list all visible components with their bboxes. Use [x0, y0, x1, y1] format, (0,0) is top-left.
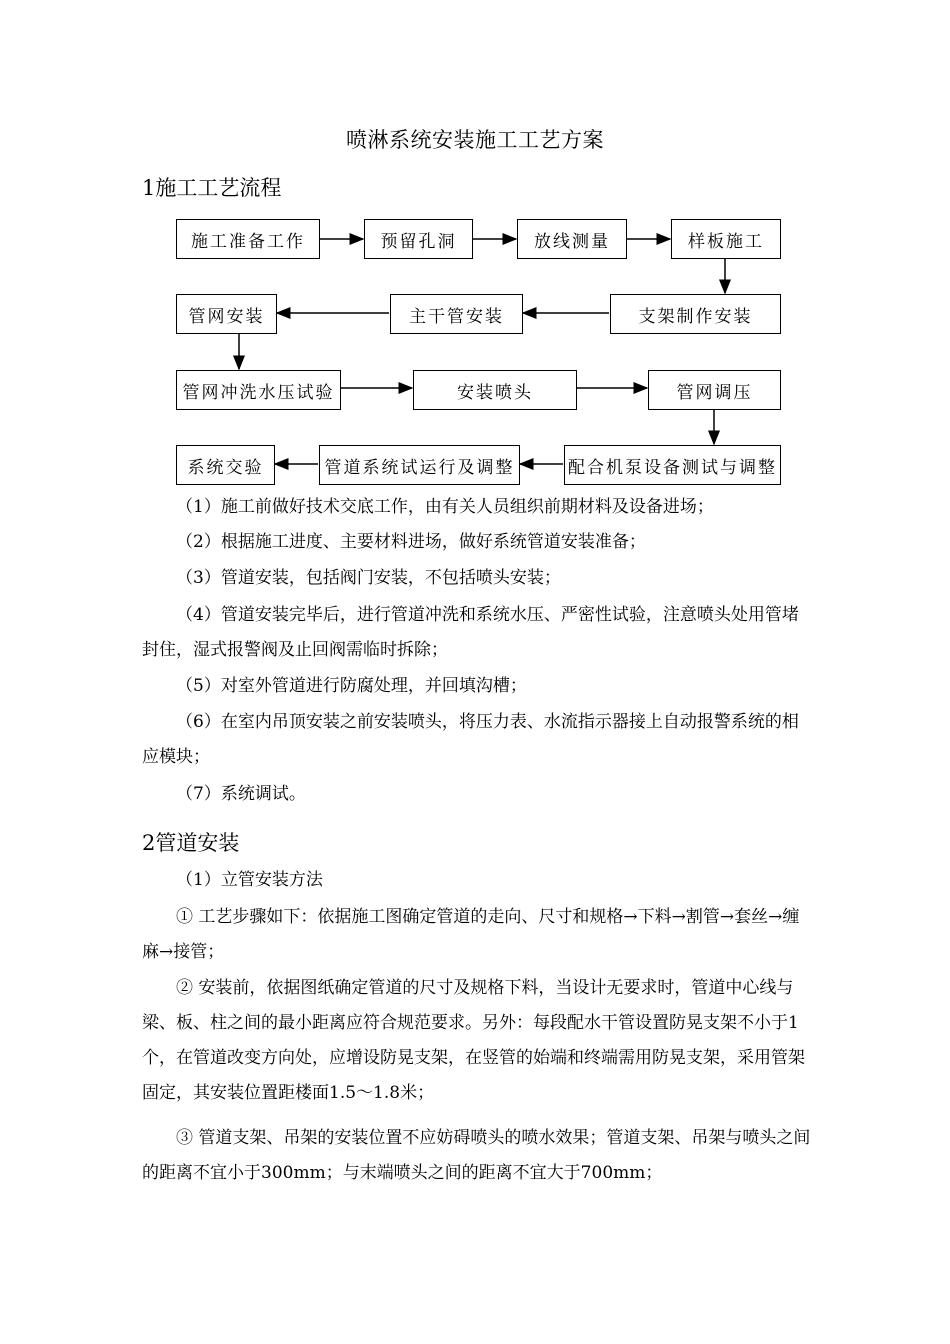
- section-1-item-1: （1）施工前做好技术交底工作，由有关人员组织前期材料及设备进场；: [176, 497, 714, 517]
- flow-step-pressure-adjust: 管网调压: [648, 370, 781, 410]
- flow-step-install-heads: 安装喷头: [413, 370, 577, 410]
- flow-step-handover: 系统交验: [176, 445, 275, 485]
- section-1-item-7: （7）系统调试。: [176, 784, 306, 804]
- document-title: 喷淋系统安装施工工艺方案: [346, 128, 604, 152]
- flow-step-reserve-holes: 预留孔洞: [364, 219, 473, 259]
- flow-step-trial-run: 管道系统试运行及调整: [319, 445, 520, 485]
- section-1-item-4: （4）管道安装完毕后，进行管道冲洗和系统水压、严密性试验，注意喷头处用管堵封住，湿式报警阀及止回阀需临时拆除；: [142, 605, 799, 660]
- section-1-item-6: （6）在室内吊顶安装之前安装喷头，将压力表、水流指示器接上自动报警系统的相应模块；: [142, 712, 799, 767]
- flow-step-bracket: 支架制作安装: [610, 294, 781, 334]
- flow-step-sample: 样板施工: [671, 219, 781, 259]
- section-1-heading: 1施工工艺流程: [142, 176, 282, 200]
- flow-step-flush-test: 管网冲洗水压试验: [176, 370, 341, 410]
- flow-step-main-pipe: 主干管安装: [390, 294, 523, 334]
- flow-step-layout-survey: 放线测量: [517, 219, 627, 259]
- flow-step-pipe-network: 管网安装: [176, 294, 277, 334]
- flow-step-pump-test: 配合机泵设备测试与调整: [564, 445, 781, 485]
- flowchart-arrows: [0, 0, 950, 500]
- section-1-item-2: （2）根据施工进度、主要材料进场，做好系统管道安装准备；: [176, 532, 646, 552]
- section-2-heading: 2管道安装: [142, 831, 240, 855]
- section-1-item-3: （3）管道安装，包括阀门安装，不包括喷头安装；: [176, 568, 561, 588]
- flow-step-prepare: 施工准备工作: [176, 219, 320, 259]
- section-2-para-1: ① 工艺步骤如下：依据施工图确定管道的走向、尺寸和规格→下料→割管→套丝→缠麻→接管；: [142, 907, 800, 962]
- section-2-subheading: （1）立管安装方法: [176, 870, 323, 890]
- section-2-para-2: ② 安装前，依据图纸确定管道的尺寸及规格下料，当设计无要求时，管道中心线与梁、板、柱之间的最小距离应符合规范要求。另外：每段配水干管设置防晃支架不小于1个，在管道改变方向处，应增设防晃支架，在竖管的始端和终端需用防晃支架，采用管架固定，其安装位置距楼面1.5～1.8米；: [142, 978, 805, 1103]
- section-1-item-5: （5）对室外管道进行防腐处理，并回填沟槽；: [176, 676, 527, 696]
- section-2-para-3: ③ 管道支架、吊架的安装位置不应妨碍喷头的喷水效果；管道支架、吊架与喷头之间的距离不宜小于300mm；与末端喷头之间的距离不宜大于700mm；: [142, 1128, 811, 1183]
